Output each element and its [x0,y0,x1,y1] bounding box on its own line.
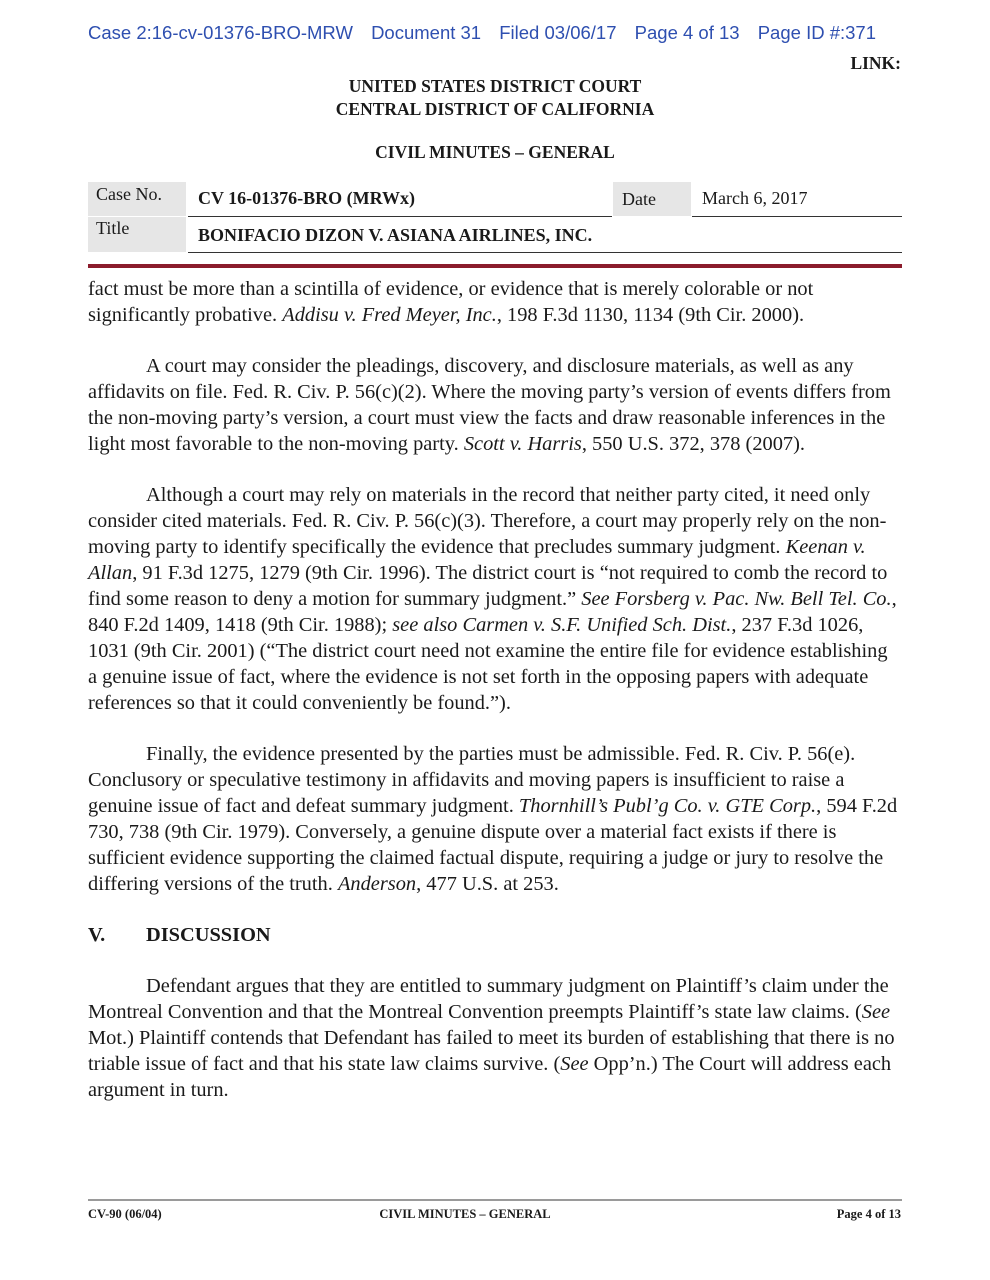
date-rule [692,216,902,217]
case-no-label: Case No. [96,184,162,204]
stamp-filed: Filed 03/06/17 [499,22,617,43]
case-citation: Thornhill’s Publ’g Co. v. GTE Corp. [518,795,817,817]
text-run: Defendant argues that they are entitled to summary judgment on Plaintiff’s claim under the Montreal Convention and that the Montreal Convention preempts Plaintiff’s state law claims. ( [88,975,889,1023]
court-line-2: CENTRAL DISTRICT OF CALIFORNIA [335,99,655,119]
date-label-cell [613,182,691,216]
case-no-value: CV 16-01376-BRO (MRWx) [198,188,416,208]
signal-see: See [861,1001,891,1023]
section-heading [88,922,900,948]
paragraph [88,353,900,457]
text-run: A court may consider the pleadings, discovery, and disclosure materials, as well as any affidavits on file. Fed. R. Civ. P. 56(c)(2). Where the moving party’s version of events differs from the non-moving party’s version, a court must view the facts and draw reasonable inferences in the light most favorable to the non-moving party. [88,355,891,455]
text-run: Opp’n.) The Court will address each argument in turn. [88,1053,892,1101]
footer-page-number: Page 4 of 13 [836,1207,901,1221]
text-run: Although a court may rely on materials in the record that neither party cited, it need only consider cited materials. Fed. R. Civ. P. 56(c)(3). Therefore, a court may properly rely on the non-moving party to identify specifically the evidence that precludes summary judgment. [88,484,887,558]
case-citation: see also Carmen v. S.F. Unified Sch. Dist. [392,614,732,636]
case-no-label-cell [88,182,186,216]
paragraph [88,973,900,1103]
filing-stamp [88,22,902,44]
case-citation: See Forsberg v. Pac. Nw. Bell Tel. Co. [581,588,892,610]
title-rule [188,252,902,253]
case-citation: Anderson [337,873,417,895]
date-label: Date [622,189,656,209]
court-line-1: UNITED STATES DISTRICT COURT [348,76,642,96]
text-run: , 840 F.2d 1409, 1418 (9th Cir. 1988); [88,588,897,636]
text-run: Mot.) Plaintiff contends that Defendant has failed to meet its burden of establishing that there is no triable issue of fact and that his state law claims survive. ( [88,1027,895,1075]
paragraph [88,741,900,897]
text-run: , 550 U.S. 372, 378 (2007). [581,433,806,455]
stamp-page: Page 4 of 13 [634,22,740,43]
date-value: March 6, 2017 [702,188,808,208]
title-value: BONIFACIO DIZON V. ASIANA AIRLINES, INC. [198,225,593,245]
paragraph [88,276,900,328]
footer-rule [88,1199,902,1201]
footer-title: CIVIL MINUTES – GENERAL [379,1207,551,1221]
stamp-document: Document 31 [371,22,482,43]
minutes-title: CIVIL MINUTES – GENERAL [375,142,615,162]
text-run: fact must be more than a scintilla of evidence, or evidence that is merely colorable or not significantly probative. [88,278,814,326]
title-label: Title [96,218,130,238]
text-run: , 91 F.3d 1275, 1279 (9th Cir. 1996). The district court is “not required to comb the record to find some reason to deny a motion for summary judgment.” [88,562,888,610]
header-divider [88,264,902,268]
body-text [88,276,900,1128]
section-title: DISCUSSION [146,924,271,946]
case-citation: Keenan v. Allan [88,536,866,584]
paragraph [88,482,900,716]
section-number: V. [88,924,106,946]
case-no-rule [188,216,612,217]
text-run: , 594 F.2d 730, 738 (9th Cir. 1979). Conversely, a genuine dispute over a material fact exists if there is sufficient evidence supporting the claimed factual dispute, requiring a judge or jury to resolve the differing versions of the truth. [88,795,898,895]
text-run: , 477 U.S. at 253. [416,873,559,895]
text-run: , 198 F.3d 1130, 1134 (9th Cir. 2000). [496,304,805,326]
footer-form-number: CV-90 (06/04) [88,1207,162,1221]
court-name [0,75,990,121]
signal-see: See [560,1053,589,1075]
case-citation: Scott v. Harris [463,433,582,455]
text-run: Finally, the evidence presented by the parties must be admissible. Fed. R. Civ. P. 56(e). Conclusory or speculative testimony in affidavits and moving papers is insufficient to raise a genuine issue of fact and defeat summary judgment. [88,743,856,817]
case-citation: Addisu v. Fred Meyer, Inc. [282,304,497,326]
text-run: , 237 F.3d 1026, 1031 (9th Cir. 2001) (“The district court need not examine the entire file for evidence establishing a genuine issue of fact, where the evidence is not set forth in the opposing papers with adequate references so that it could conveniently be found.”). [88,614,888,714]
title-label-cell [88,217,186,252]
stamp-page-id: Page ID #:371 [757,22,876,43]
link-label: LINK: [850,53,901,73]
stamp-case-number: Case 2:16-cv-01376-BRO-MRW [88,22,353,43]
